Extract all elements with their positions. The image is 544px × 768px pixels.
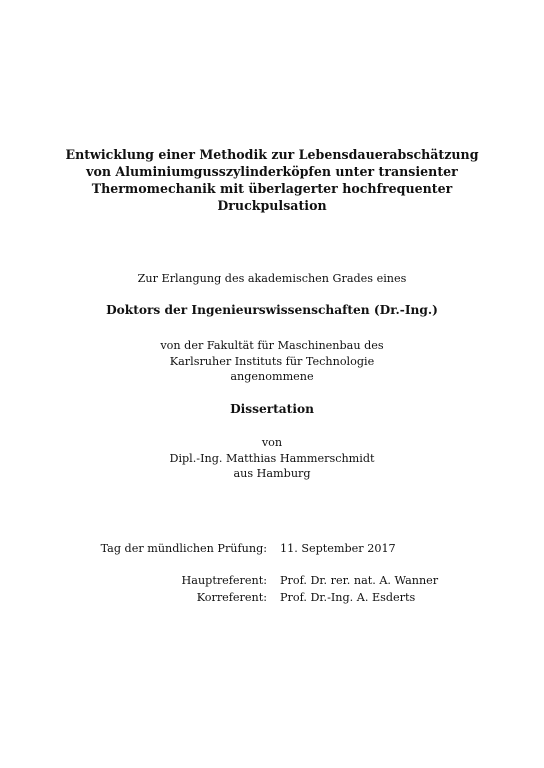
author-prefix: von: [261, 436, 283, 449]
co-referee-value: Prof. Dr.-Ing. A. Esderts: [280, 591, 416, 604]
faculty-line-1: von der Fakultät für Maschinenbau des: [160, 339, 384, 352]
degree-title: Doktors der Ingenieurswissenschaften (Dr.-Ing.): [106, 303, 438, 317]
exam-date-value: 11. September 2017: [280, 542, 396, 555]
main-referee-value: Prof. Dr. rer. nat. A. Wanner: [280, 574, 439, 587]
exam-date-label: Tag der mündlichen Prüfung:: [100, 542, 267, 555]
title-line-3: Thermomechanik mit überlagerter hochfrequenter: [91, 181, 453, 196]
grade-intro-text: Zur Erlangung des akademischen Grades eines: [137, 272, 407, 285]
co-referee-label: Korreferent:: [196, 591, 267, 604]
author-name: Dipl.-Ing. Matthias Hammerschmidt: [169, 451, 375, 465]
title-line-2: von Aluminiumgusszylinderköpfen unter transienter: [86, 164, 458, 179]
co-referee-row: [0, 590, 544, 606]
title-line-4: Druckpulsation: [217, 198, 327, 213]
main-referee-label: Hauptreferent:: [181, 574, 267, 587]
exam-date-row: [0, 541, 544, 557]
faculty-line-2: Karlsruher Instituts für Technologie: [169, 354, 375, 368]
dissertation-label: Dissertation: [230, 402, 314, 416]
title-line-1: Entwicklung einer Methodik zur Lebensdauerabschätzung: [65, 147, 479, 162]
author-origin: aus Hamburg: [233, 467, 311, 480]
main-referee-row: [0, 573, 544, 589]
faculty-line-3: angenommene: [230, 370, 314, 383]
